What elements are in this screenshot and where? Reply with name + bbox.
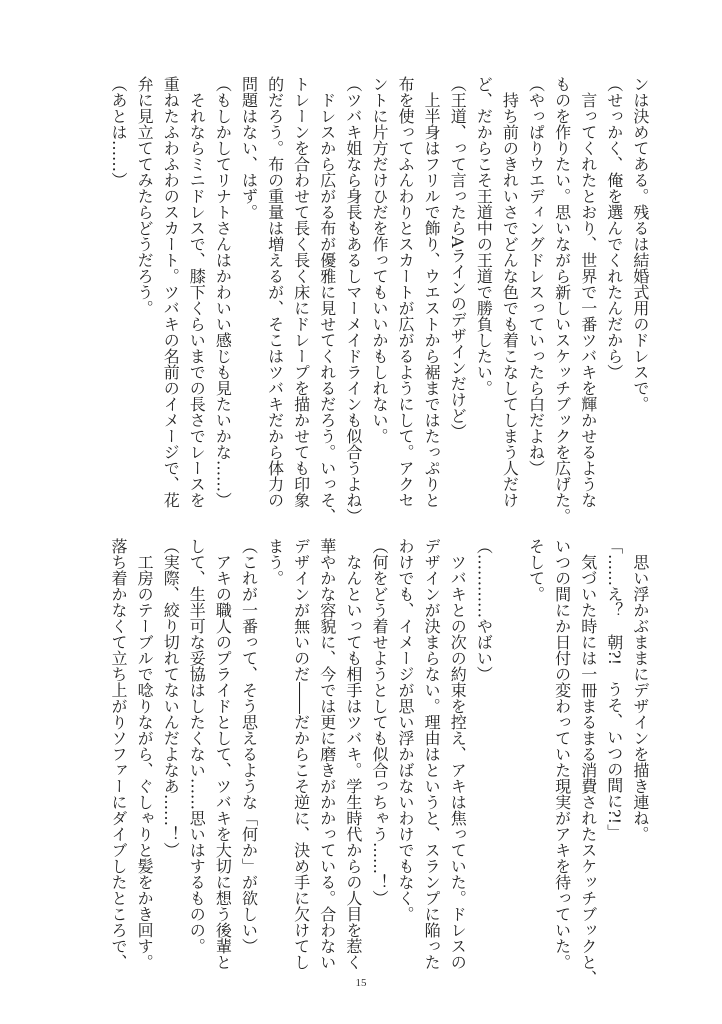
text-column: 気づいた時には一冊まるまる消費されたスケッチブックと、 — [578, 538, 598, 986]
text-column: 落ち着かなくて立ち上がりソファーにダイブしたところで、 — [109, 538, 128, 970]
text-column: （王道、って言ったらAラインのデザインだけど） — [448, 76, 468, 440]
text-column: いつの間にか日付の変わっていた現実がアキを待っていた。 — [552, 538, 572, 970]
text-column: ントに片方だけひだを作ってもいいかもしれない。 — [369, 76, 389, 444]
text-column: まう。 — [265, 538, 285, 586]
text-column: （せっかく、俺を選んでくれたんだから） — [604, 76, 624, 380]
text-column: なんといっても相手はツバキ。学生時代からの人目を惹く — [343, 538, 363, 970]
text-column: トレーンを合わせて長く長く床にドレープを描かせても印象 — [291, 76, 311, 508]
text-column: （あとは……） — [109, 76, 128, 188]
text-column: （実際、絞り切れてないんだよなあ……！） — [161, 538, 181, 858]
text-column: そして。 — [526, 538, 546, 602]
text-column: ンは決めてある。残るは結婚式用のドレスで。 — [630, 76, 650, 412]
text-column: （これが一番って、そう思えるような「何か」が欲しい） — [239, 538, 259, 954]
text-column: 重ねたふわふわのスカート。ツバキの名前のイメージで、花 — [161, 76, 181, 508]
text-column: デザインが決まらない。理由はというと、スランプに陥った — [422, 538, 442, 970]
text-column: 言ってくれたとおり、世界で一番ツバキを輝かせるような — [578, 76, 598, 508]
text-column: デザインが無いのだ――だからこそ逆に、決め手に欠けてし — [291, 538, 311, 970]
text-column: ものを作りたい。思いながら新しいスケッチブックを広げた。 — [552, 76, 572, 524]
text-column: ドレスから広がる布が優雅に見せてくれるだろう。いっそ、 — [317, 76, 337, 524]
text-column: して、生半可な妥協はしたくない……思いはするものの。 — [187, 538, 207, 954]
text-column: 「……え？ 朝?! うそ、いつの間に?!」 — [604, 538, 624, 841]
text-column: 華やかな容貌に、今では更に磨きがかかっている。合わない — [317, 538, 337, 970]
text-column: 弁に見立ててみたらどうだろう。 — [135, 76, 155, 316]
upper-text-block — [108, 76, 650, 524]
text-column: 布を使ってふんわりとスカートが広がるようにして。アクセ — [396, 76, 416, 508]
blank-column — [499, 538, 519, 948]
text-column: （やっぱりウエディングドレスっていったら白だよね） — [526, 76, 546, 476]
text-column: 問題はない、はず。 — [239, 76, 259, 220]
text-column: 工房のテーブルで唸りながら、ぐしゃりと髪をかき回す。 — [135, 538, 155, 970]
page-number: 15 — [355, 977, 367, 989]
text-column: （何をどう着せようとしても似合っちゃう……！） — [369, 538, 389, 906]
text-column: 上半身はフリルで飾り、ウエストから裾まではたっぷりと — [422, 76, 442, 508]
text-column: わけでも、イメージが思い浮かばないわけでもなく。 — [396, 538, 416, 922]
text-column: （もしかしてリナトさんはかわいい感じも見たいかな……） — [213, 76, 233, 508]
text-column: 持ち前のきれいさでどんな色でも着こなしてしまう人だけ — [500, 76, 520, 508]
text-column: それならミニドレスで、膝下くらいまでの長さでレースを — [187, 76, 207, 508]
text-column: （ツバキ姐なら身長もあるしマーメイドラインも似合うよね） — [343, 76, 363, 524]
text-column: ど、だからこそ王道中の王道で勝負したい。 — [474, 76, 494, 396]
text-column: 思い浮かぶままにデザインを描き連ね。 — [630, 538, 650, 842]
text-column: （…………やばい） — [474, 538, 494, 682]
text-column: 的だろう。布の重量は増えるが、そこはツバキだから体力の — [265, 76, 285, 508]
text-column: アキの職人のプライドとして、ツバキを大切に想う後輩と — [213, 538, 233, 970]
text-column: ツバキとの次の約束を控え、アキは焦っていた。ドレスの — [448, 538, 468, 970]
